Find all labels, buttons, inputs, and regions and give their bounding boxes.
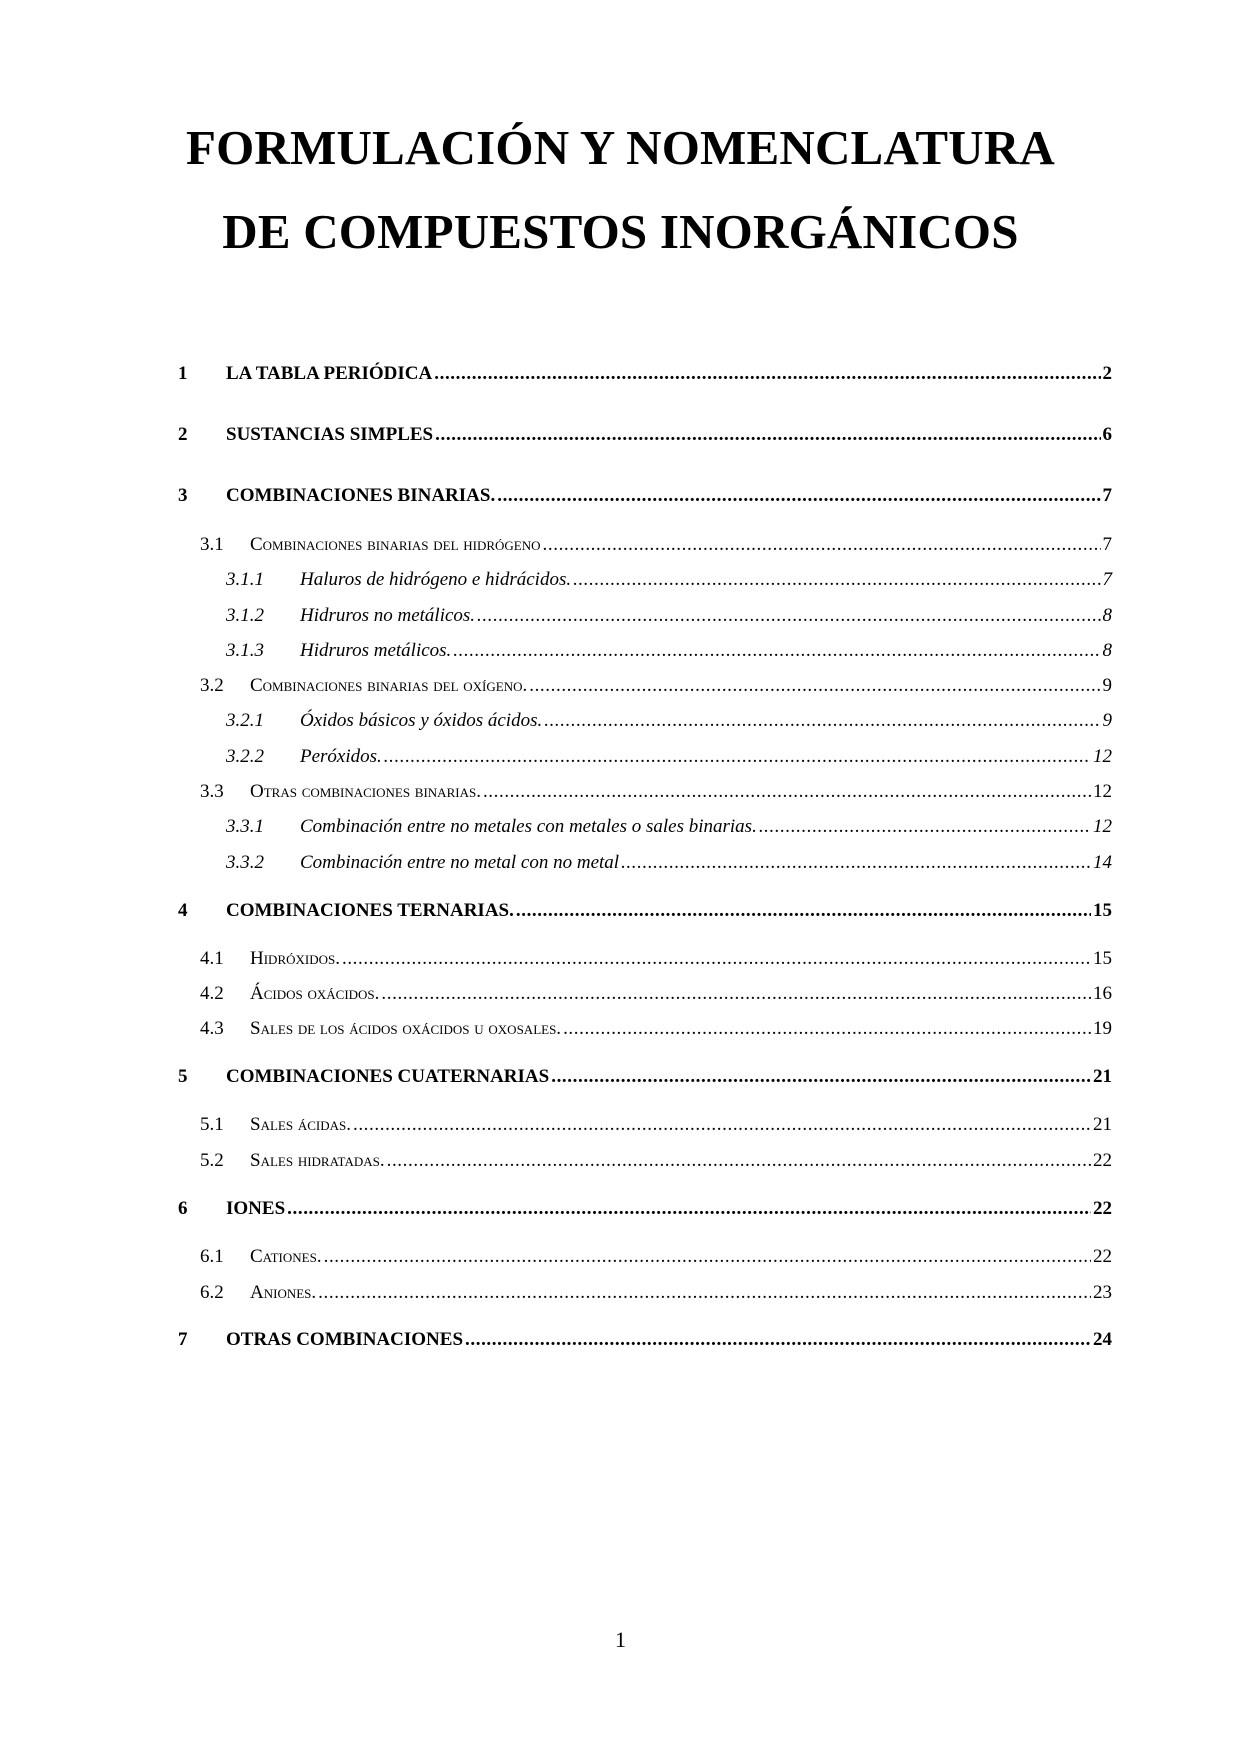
toc-page: 15 xyxy=(1093,900,1112,921)
toc-number: 5.2 xyxy=(200,1150,224,1171)
toc-number: 3.2.2 xyxy=(226,746,264,767)
toc-leader xyxy=(516,900,1091,922)
toc-label: Combinación entre no metales con metales o sales binarias. xyxy=(300,816,757,837)
toc-leader xyxy=(384,746,1091,768)
toc-page: 23 xyxy=(1093,1282,1112,1303)
toc-leader xyxy=(529,675,1100,697)
toc-entry-1[interactable] xyxy=(178,355,1112,385)
toc-entry-3-2-2[interactable] xyxy=(178,738,1112,768)
toc-label: Hidróxidos. xyxy=(250,948,340,969)
toc-entry-4-1[interactable] xyxy=(178,940,1112,970)
toc-entry-3-1-2[interactable] xyxy=(178,597,1112,627)
toc-label: Cationes. xyxy=(250,1246,322,1267)
toc-entry-3-1-3[interactable] xyxy=(178,632,1112,662)
document-title-line-1: FORMULACIÓN Y NOMENCLATURA xyxy=(185,120,1056,175)
toc-page: 8 xyxy=(1102,605,1112,626)
toc-entry-3-2-1[interactable] xyxy=(178,702,1112,732)
toc-label: IONES xyxy=(226,1198,286,1219)
page-number: 1 xyxy=(615,1627,626,1652)
toc-entry-3[interactable] xyxy=(178,477,1112,507)
toc-page: 8 xyxy=(1102,640,1112,661)
toc-number: 5 xyxy=(178,1066,188,1087)
toc-entry-4[interactable] xyxy=(178,892,1112,922)
toc-leader xyxy=(483,781,1091,803)
toc-entry-5[interactable] xyxy=(178,1058,1112,1088)
toc-page: 7 xyxy=(1102,569,1112,590)
toc-leader xyxy=(544,710,1100,732)
toc-number: 5.1 xyxy=(200,1114,224,1135)
toc-number: 3.3 xyxy=(200,781,224,802)
document-title-line-2: DE COMPUESTOS INORGÁNICOS xyxy=(222,204,1019,259)
toc-label: COMBINACIONES BINARIAS. xyxy=(226,485,496,506)
toc-leader xyxy=(435,424,1100,446)
toc-page: 7 xyxy=(1102,534,1112,555)
toc-leader xyxy=(381,983,1091,1005)
toc-page: 9 xyxy=(1102,710,1112,731)
toc-page: 9 xyxy=(1102,675,1112,696)
toc-entry-2[interactable] xyxy=(178,416,1112,446)
toc-page: 22 xyxy=(1093,1198,1112,1219)
toc-label: Sales de los ácidos oxácidos u oxosales. xyxy=(250,1018,562,1039)
toc-page: 16 xyxy=(1093,983,1112,1004)
toc-label: Combinación entre no metal con no metal xyxy=(300,852,620,873)
toc-number: 3.3.1 xyxy=(226,816,264,837)
toc-number: 1 xyxy=(178,363,188,384)
toc-entry-3-2[interactable] xyxy=(178,667,1112,697)
toc-entry-4-2[interactable] xyxy=(178,975,1112,1005)
toc-entry-6[interactable] xyxy=(178,1190,1112,1220)
toc-label: LA TABLA PERIÓDICA xyxy=(226,363,433,384)
toc-label: Peróxidos. xyxy=(300,746,382,767)
toc-number: 7 xyxy=(178,1329,188,1350)
toc-number: 3.1.3 xyxy=(226,640,264,661)
toc-label: Aniones. xyxy=(250,1282,317,1303)
toc-number: 3.3.2 xyxy=(226,852,264,873)
toc-label: Sales ácidas. xyxy=(250,1114,351,1135)
toc-label: SUSTANCIAS SIMPLES xyxy=(226,424,434,445)
toc-leader xyxy=(573,569,1100,591)
toc-label: Hidruros no metálicos. xyxy=(300,605,476,626)
toc-label: COMBINACIONES TERNARIAS. xyxy=(226,900,514,921)
toc-leader xyxy=(477,605,1100,627)
toc-label: Haluros de hidrógeno e hidrácidos. xyxy=(300,569,572,590)
toc-entry-5-2[interactable] xyxy=(178,1142,1112,1172)
toc-number: 4.2 xyxy=(200,983,224,1004)
toc-page: 22 xyxy=(1093,1150,1112,1171)
toc-entry-3-3[interactable] xyxy=(178,773,1112,803)
toc-page: 14 xyxy=(1093,852,1112,873)
toc-page: 24 xyxy=(1093,1329,1112,1350)
toc-number: 6.1 xyxy=(200,1246,224,1267)
toc-number: 2 xyxy=(178,424,188,445)
toc-leader xyxy=(353,1114,1091,1136)
toc-entry-6-2[interactable] xyxy=(178,1274,1112,1304)
toc-label: Ácidos oxácidos. xyxy=(250,983,380,1004)
toc-page: 15 xyxy=(1093,948,1112,969)
toc-page: 2 xyxy=(1102,363,1112,384)
toc-label: Óxidos básicos y óxidos ácidos. xyxy=(300,710,543,731)
toc-page: 12 xyxy=(1093,816,1112,837)
toc-number: 3.1.1 xyxy=(226,569,264,590)
toc-number: 4.3 xyxy=(200,1018,224,1039)
toc-number: 3.1 xyxy=(200,534,224,555)
toc-number: 3.1.2 xyxy=(226,605,264,626)
toc-page: 21 xyxy=(1093,1114,1112,1135)
toc-page: 19 xyxy=(1093,1018,1112,1039)
toc-label: Combinaciones binarias del oxígeno. xyxy=(250,675,528,696)
toc-number: 4 xyxy=(178,900,188,921)
toc-label: Hidruros metálicos. xyxy=(300,640,452,661)
toc-leader xyxy=(324,1246,1091,1268)
toc-page: 12 xyxy=(1093,746,1112,767)
toc-entry-6-1[interactable] xyxy=(178,1238,1112,1268)
toc-label: Combinaciones binarias del hidrógeno xyxy=(250,534,541,555)
toc-leader xyxy=(551,1066,1091,1088)
toc-leader xyxy=(453,640,1100,662)
toc-leader xyxy=(318,1282,1091,1304)
toc-page: 7 xyxy=(1102,485,1112,506)
toc-leader xyxy=(465,1329,1091,1351)
toc-number: 4.1 xyxy=(200,948,224,969)
toc-leader xyxy=(497,485,1100,507)
toc-leader xyxy=(563,1018,1091,1040)
toc-page: 6 xyxy=(1102,424,1112,445)
toc-page: 22 xyxy=(1093,1246,1112,1267)
toc-leader xyxy=(287,1198,1091,1220)
toc-entry-7[interactable] xyxy=(178,1321,1112,1351)
toc-entry-3-1-1[interactable] xyxy=(178,561,1112,591)
toc-leader xyxy=(342,948,1091,970)
toc-leader xyxy=(387,1150,1091,1172)
toc-label: COMBINACIONES CUATERNARIAS xyxy=(226,1066,550,1087)
toc-number: 6.2 xyxy=(200,1282,224,1303)
toc-page: 12 xyxy=(1093,781,1112,802)
toc-leader xyxy=(543,534,1101,556)
toc-leader xyxy=(434,363,1100,385)
toc-entry-5-1[interactable] xyxy=(178,1106,1112,1136)
toc-number: 3.2 xyxy=(200,675,224,696)
toc-label: Otras combinaciones binarias. xyxy=(250,781,481,802)
toc-leader xyxy=(621,852,1091,874)
toc-entry-4-3[interactable] xyxy=(178,1010,1112,1040)
toc-number: 3 xyxy=(178,485,188,506)
toc-number: 6 xyxy=(178,1198,188,1219)
toc-label: OTRAS COMBINACIONES xyxy=(226,1329,464,1350)
toc-leader xyxy=(759,816,1091,838)
toc-entry-3-3-1[interactable] xyxy=(178,808,1112,838)
toc-entry-3-3-2[interactable] xyxy=(178,844,1112,874)
toc-label: Sales hidratadas. xyxy=(250,1150,385,1171)
toc-page: 21 xyxy=(1093,1066,1112,1087)
toc-entry-3-1[interactable] xyxy=(178,526,1112,556)
toc-number: 3.2.1 xyxy=(226,710,264,731)
